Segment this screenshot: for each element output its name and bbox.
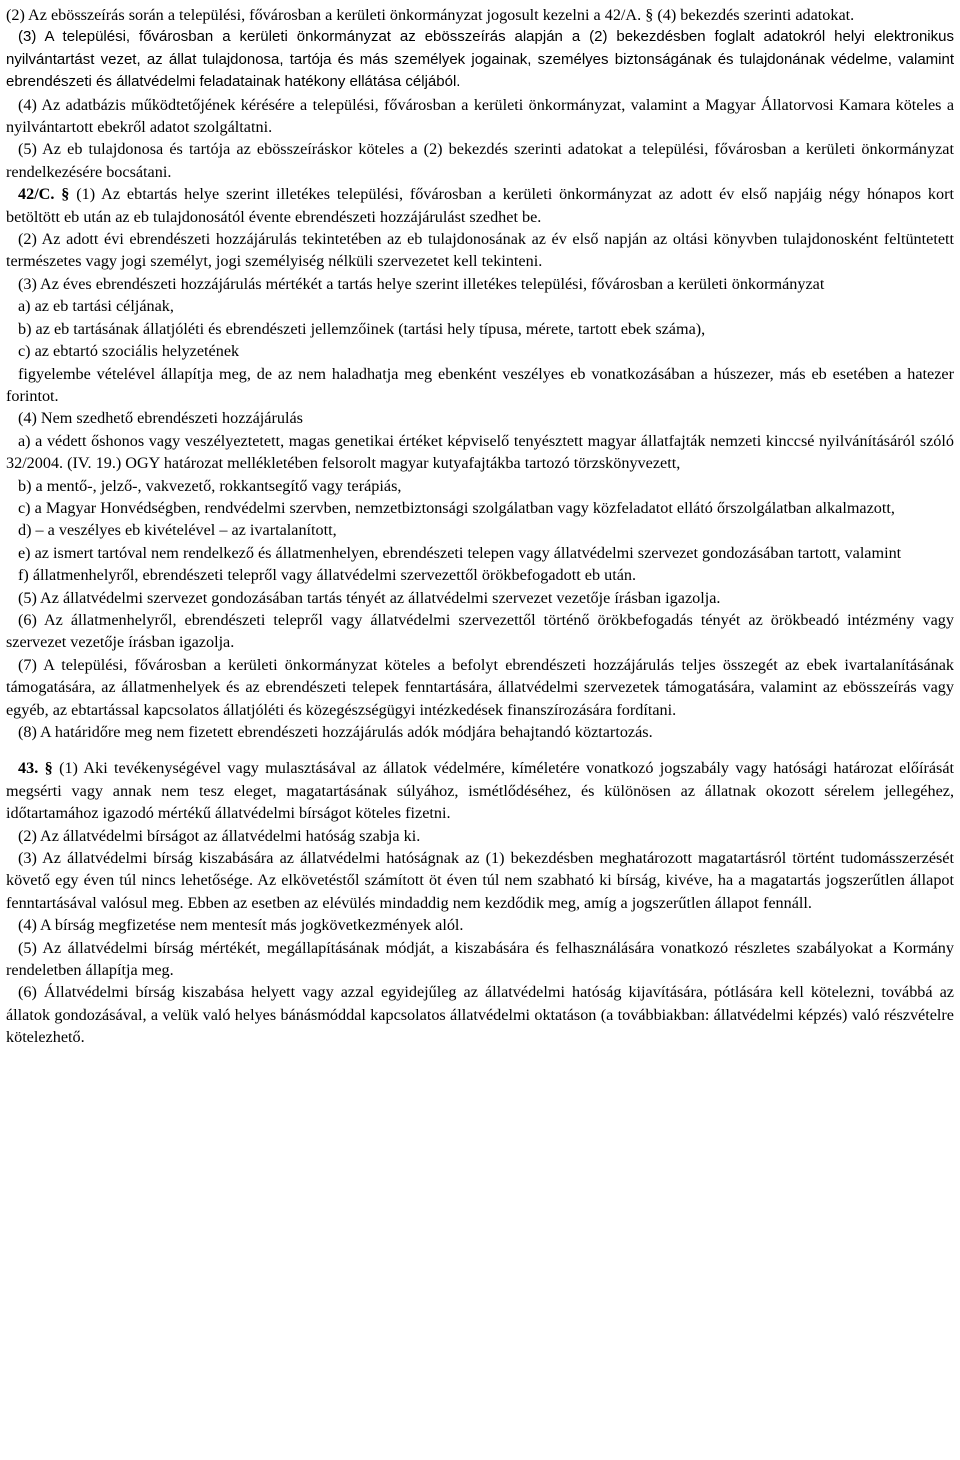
paragraph-text: (8) A határidőre meg nem fizetett ebrendészeti hozzájárulás adók módjára behajtandó köztartozás. — [18, 723, 653, 741]
paragraph-text: (6) Állatvédelmi bírság kiszabása helyett vagy azzal egyidejűleg az állatvédelmi hatóság kijavítására, pótlására kell kötelezni, továbbá az állatok gondozásával, a velük való helyes bánásmóddal kapcsolatos állatvédelmi oktatáson (a továbbiakban: állatvédelmi képzés) való részvételre kötelezhető. — [6, 983, 954, 1047]
paragraph-text: (6) Az állatmenhelyről, ebrendészeti telepről vagy állatvédelmi szervezettől történő örökbefogadás tényét az örökbeadó intézmény vagy szervezet vezetője írásban igazolja. — [6, 610, 954, 652]
paragraph-text: f) állatmenhelyről, ebrendészeti telepről vagy állatvédelmi szervezettől örökbefogadott eb után. — [18, 566, 637, 585]
paragraph-42b-2 — [6, 4, 954, 26]
paragraph-text: (3) Az éves ebrendészeti hozzájárulás mértékét a tartás helye szerint illetékes települési, fővárosban a kerületi önkormányzat — [18, 274, 825, 293]
paragraph-42c-3-closing — [6, 363, 954, 408]
paragraph-text: (4) Az adatbázis működtetőjének kérésére a települési, fővárosban a kerületi önkormányzat, valamint a Magyar Állatorvosi Kamara köteles a nyilvántartott ebekről adatot szolgáltatni. — [6, 95, 954, 137]
list-item-42c-4b — [6, 475, 954, 497]
section-heading: 42/C. § — [18, 185, 70, 204]
paragraph-text: (4) A bírság megfizetése nem mentesít más jogkövetkezmények alól. — [18, 916, 464, 935]
paragraph-42b-5 — [6, 138, 954, 183]
paragraph-43-5 — [6, 937, 954, 982]
paragraph-42b-4 — [6, 94, 954, 139]
paragraph-text: c) az ebtartó szociális helyzetének — [18, 342, 240, 361]
paragraph-42c-6 — [6, 609, 954, 654]
paragraph-text: (5) Az eb tulajdonosa és tartója az ebösszeíráskor köteles a (2) bekezdés szerinti adatokat a települési, fővárosban a kerületi önkormányzat rendelkezésére bocsátani. — [6, 140, 954, 181]
paragraph-text: (2) Az adott évi ebrendészeti hozzájárulás tekintetében az eb tulajdonosának az év első napján az oltási könyvben tulajdonosként feltüntetett természetes vagy jogi személyt, jogi személyiség nélküli szervezetet kell tekinteni. — [6, 230, 954, 271]
paragraph-42c-4 — [6, 407, 954, 429]
paragraph-42c-3 — [6, 273, 954, 295]
paragraph-text: a) az eb tartási céljának, — [18, 297, 174, 316]
list-item-42c-4a — [6, 430, 954, 475]
paragraph-42b-3 — [6, 26, 954, 93]
paragraph-text: (4) Nem szedhető ebrendészeti hozzájárulás — [18, 409, 303, 428]
paragraph-text: (2) Az állatvédelmi bírságot az állatvédelmi hatóság szabja ki. — [18, 826, 421, 845]
paragraph-text: (1) Aki tevékenységével vagy mulasztásával az állatok védelmére, kíméletére vonatkozó jogszabály vagy hatósági határozat előírását megsérti vagy annak nem tesz eleget, magatartásának súlyához, ismétlődéséhez, és különösen az állatnak okozott sérelem jellegéhez, időtartamához igazodó mértékű állatvédelmi bírságot köteles fizetni. — [6, 759, 955, 823]
paragraph-42c-8 — [6, 721, 954, 743]
paragraph-text: (5) Az állatvédelmi szervezet gondozásában tartás tényét az állatvédelmi szervezet vezetője írásban igazolja. — [18, 588, 721, 607]
paragraph-text: a) a védett őshonos vagy veszélyeztetett, magas genetikai értéket képviselő tenyésztett magyar állatfajták nemzeti kinccsé nyilvánításáról szóló 32/2004. (IV. 19.) OGY határozat mellékletében felsorolt magyar kutyafajtákba tartozó törzskönyvezett, — [6, 431, 954, 473]
paragraph-text: (5) Az állatvédelmi bírság mértékét, megállapításának módját, a kiszabására és felhasználására vonatkozó részletes szabályokat a Kormány rendeletben állapítja meg. — [6, 938, 954, 980]
list-item-42c-4c — [6, 497, 954, 519]
paragraph-text: (1) Az ebtartás helye szerint illetékes települési, fővárosban a kerületi önkormányzat az adott év első napjáig négy hónapos kort betöltött eb után az eb tulajdonosától évente ebrendészeti hozzájárulást szedhet be. — [6, 185, 955, 226]
section-heading: 43. § — [18, 759, 53, 778]
list-item-42c-4f — [6, 564, 954, 586]
paragraph-43-2 — [6, 825, 954, 847]
paragraph-text: e) az ismert tartóval nem rendelkező és állatmenhelyen, ebrendészeti telepen vagy állatvédelmi szervezet gondozásában tartott, valamint — [18, 543, 902, 562]
list-item-42c-3b — [6, 318, 954, 340]
section-43-1 — [6, 757, 954, 824]
paragraph-text: c) a Magyar Honvédségben, rendvédelmi szervben, nemzetbiztonsági szolgálatban vagy közfeladatot ellátó őrszolgálatban alkalmazott, — [18, 498, 895, 517]
list-item-42c-4e — [6, 542, 954, 564]
paragraph-43-3 — [6, 847, 954, 914]
list-item-42c-3c — [6, 340, 954, 362]
paragraph-42c-2 — [6, 228, 954, 273]
paragraph-42c-5 — [6, 587, 954, 609]
paragraph-text: figyelembe vételével állapítja meg, de az nem haladhatja meg ebenként veszélyes eb vonatkozásában a húszezer, más eb esetében a hatezer forintot. — [6, 364, 954, 405]
paragraph-text: b) a mentő-, jelző-, vakvezető, rokkantsegítő vagy terápiás, — [18, 476, 402, 495]
paragraph-text: (3) A települési, fővárosban a kerületi önkormányzat az ebösszeírás alapján a (2) bekezdésben foglalt adatokról helyi elektronikus nyilvántartást vezet, az állat tulajdonosa, tartója és más személyek jogainak, személyes biztonságának és tulajdonának védelme, valamint ebrendészeti és állatvédelmi feladatainak hatékony ellátása céljából. — [6, 28, 954, 91]
paragraph-text: b) az eb tartásának állatjóléti és ebrendészeti jellemzőinek (tartási hely típusa, mérete, tartott ebek száma), — [18, 319, 706, 338]
paragraph-text: d) – a veszélyes eb kivételével – az ivartalanított, — [18, 521, 337, 540]
list-item-42c-3a — [6, 295, 954, 317]
paragraph-43-4 — [6, 914, 954, 936]
paragraph-text: (2) Az ebösszeírás során a települési, fővárosban a kerületi önkormányzat jogosult kezelni a 42/A. § (4) bekezdés szerinti adatokat. — [6, 6, 855, 24]
paragraph-text: (7) A települési, fővárosban a kerületi önkormányzat köteles a befolyt ebrendészeti hozzájárulás teljes összegét az ebek ivartalanításának támogatására, az állatmenhelyek és az ebrendészeti telepek fenntartására, állatvédelmi szervezetek támogatására, valamint az ebösszeírás vagy egyéb, az ebtartással kapcsolatos állatjóléti és közegészségügyi intézkedések finanszírozására fordítani. — [6, 655, 954, 719]
list-item-42c-4d — [6, 519, 954, 541]
paragraph-text: (3) Az állatvédelmi bírság kiszabására az állatvédelmi hatóságnak az (1) bekezdésben meghatározott magatartásról történt tudomásszerzését követő egy éven túl nincs lehetősége. Az elkövetéstől számított öt éven túl nem szabható ki bírság, kivéve, ha a magatartás jogszerűtlen állapot fenntartásával valósul meg. Ebben az esetben az elévülés mindaddig nem kezdődik meg, amíg a jogszerűtlen állapot fennáll. — [6, 849, 954, 912]
paragraph-42c-7 — [6, 654, 954, 721]
paragraph-43-6 — [6, 981, 954, 1048]
section-42c-1 — [6, 183, 954, 228]
